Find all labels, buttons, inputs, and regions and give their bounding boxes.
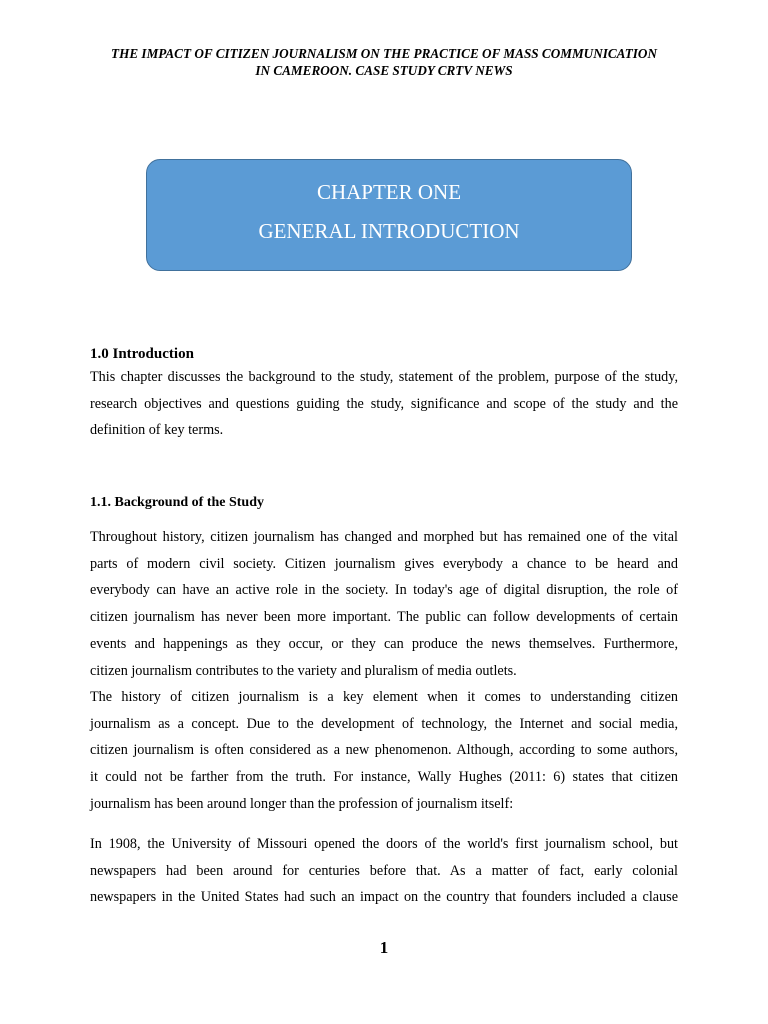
text-line: citizen journalism contributes to the variety and pluralism of media outlets. <box>90 662 517 679</box>
block-quote <box>90 831 678 911</box>
text-line: everybody can have an active role in the society. In today's age of digital disruption, the role of <box>90 582 678 599</box>
text-line: citizen journalism is often considered as a new phenomenon. Although, according to some authors, <box>90 742 678 759</box>
running-header <box>60 45 708 79</box>
running-header-line-1: THE IMPACT OF CITIZEN JOURNALISM ON THE PRACTICE OF MASS COMMUNICATION <box>111 46 657 61</box>
chapter-title-box <box>146 159 632 271</box>
text-line: Throughout history, citizen journalism has changed and morphed but has remained one of the vital <box>90 529 678 545</box>
text-line: newspapers in the United States had such an impact on the country that founders included a clause <box>90 889 678 906</box>
text-line: journalism has been around longer than the profession of journalism itself: <box>90 795 514 812</box>
paragraph-introduction <box>90 364 678 444</box>
text-line: This chapter discusses the background to the study, statement of the problem, purpose of the study, <box>90 369 678 385</box>
text-line: definition of key terms. <box>90 422 224 439</box>
chapter-label: CHAPTER ONE <box>316 180 462 204</box>
text-line: parts of modern civil society. Citizen journalism gives everybody a chance to be heard and <box>90 555 678 572</box>
section-heading-background: 1.1. Background of the Study <box>90 495 265 510</box>
page-number: 1 <box>379 938 389 957</box>
text-line: it could not be farther from the truth. For instance, Wally Hughes (2011: 6) states that citizen <box>90 769 678 786</box>
running-header-line-2: IN CAMEROON. CASE STUDY CRTV NEWS <box>255 63 513 78</box>
text-line: newspapers had been around for centuries before that. As a matter of fact, early colonial <box>90 862 678 879</box>
text-line: citizen journalism has never been more important. The public can follow developments of certain <box>90 609 678 626</box>
text-line: events and happenings as they occur, or they can produce the news themselves. Furthermore, <box>90 635 678 652</box>
chapter-title: GENERAL INTRODUCTION <box>258 219 520 243</box>
paragraph-background-1 <box>90 524 678 684</box>
text-line: In 1908, the University of Missouri opened the doors of the world's first journalism school, but <box>90 836 678 852</box>
text-line: The history of citizen journalism is a key element when it comes to understanding citizen <box>90 689 678 705</box>
paragraph-background-2 <box>90 684 678 818</box>
section-heading-introduction: 1.0 Introduction <box>90 346 194 362</box>
text-line: research objectives and questions guiding the study, significance and scope of the study and the <box>90 395 678 412</box>
text-line: journalism as a concept. Due to the development of technology, the Internet and social media, <box>90 715 678 732</box>
